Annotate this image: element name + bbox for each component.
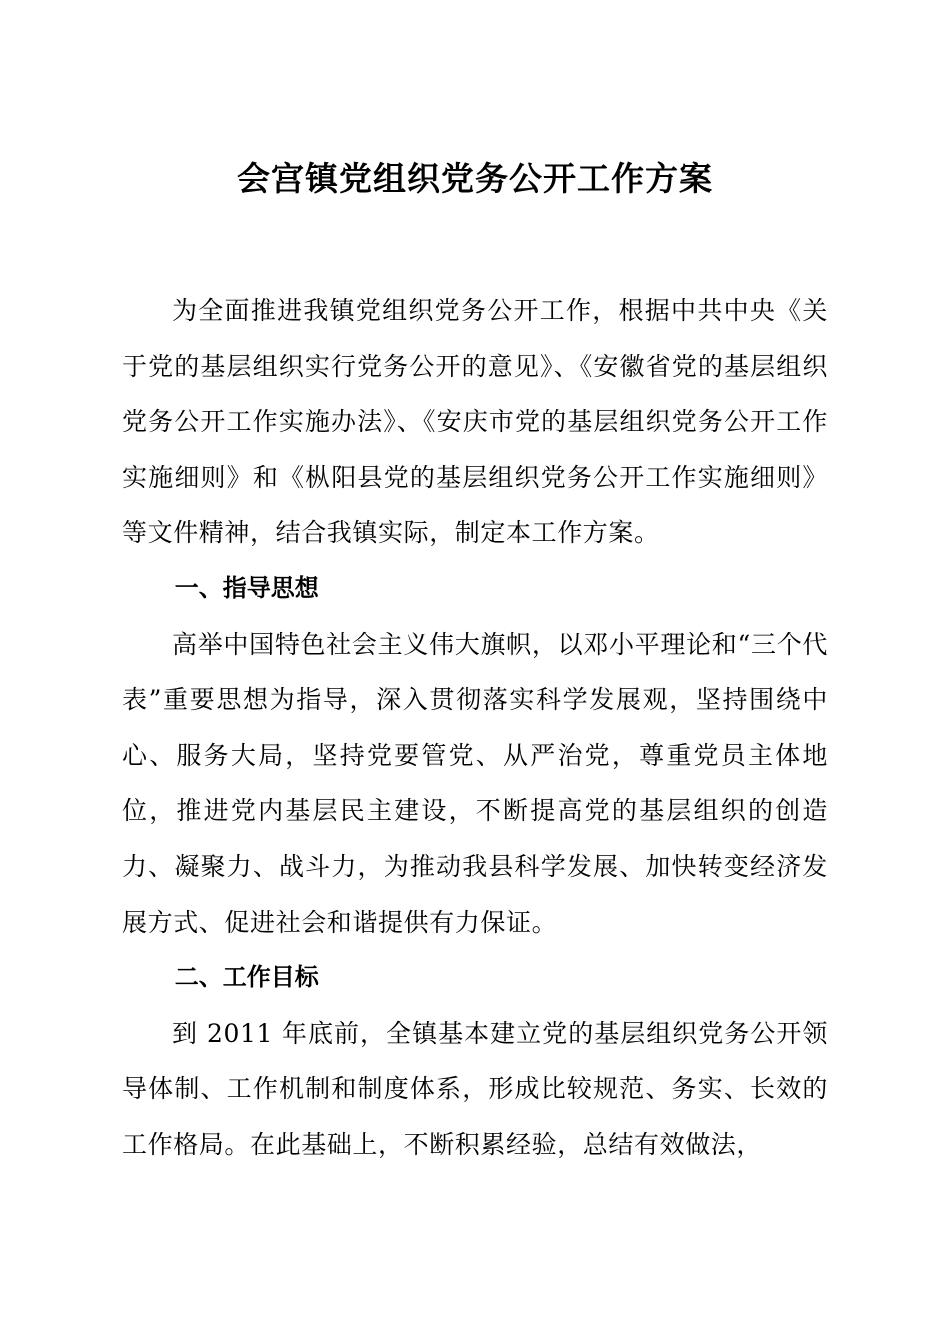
section-body-guiding-ideology: 高举中国特色社会主义伟大旗帜，以邓小平理论和“三个代表”重要思想为指导，深入贯彻落实科学发展观，坚持围绕中心、服务大局，坚持党要管党、从严治党，尊重党员主体地位，推进党内基层民主建设，不断提高党的基层组织的创造力、凝聚力、战斗力，为推动我县科学发展、加快转变经济发展方式、促进社会和谐提供有力保证。 <box>122 629 828 937</box>
intro-paragraph: 为全面推进我镇党组织党务公开工作，根据中共中央《关于党的基层组织实行党务公开的意见》、《安徽省党的基层组织党务公开工作实施办法》、《安庆市党的基层组织党务公开工作实施细则》和《枞阳县党的基层组织党务公开工作实施细则》等文件精神，结合我镇实际，制定本工作方案。 <box>122 296 828 548</box>
document-body <box>122 283 828 1173</box>
section-heading-work-goals: 二、工作目标 <box>174 963 319 992</box>
section-body-work-goals: 到 2011 年底前，全镇基本建立党的基层组织党务公开领导体制、工作机制和制度体系，形成比较规范、务实、长效的工作格局。在此基础上，不断积累经验，总结有效做法， <box>122 1018 828 1159</box>
section-heading-guiding-ideology: 一、指导思想 <box>174 573 319 602</box>
document-title: 会宫镇党组织党务公开工作方案 <box>237 159 713 198</box>
